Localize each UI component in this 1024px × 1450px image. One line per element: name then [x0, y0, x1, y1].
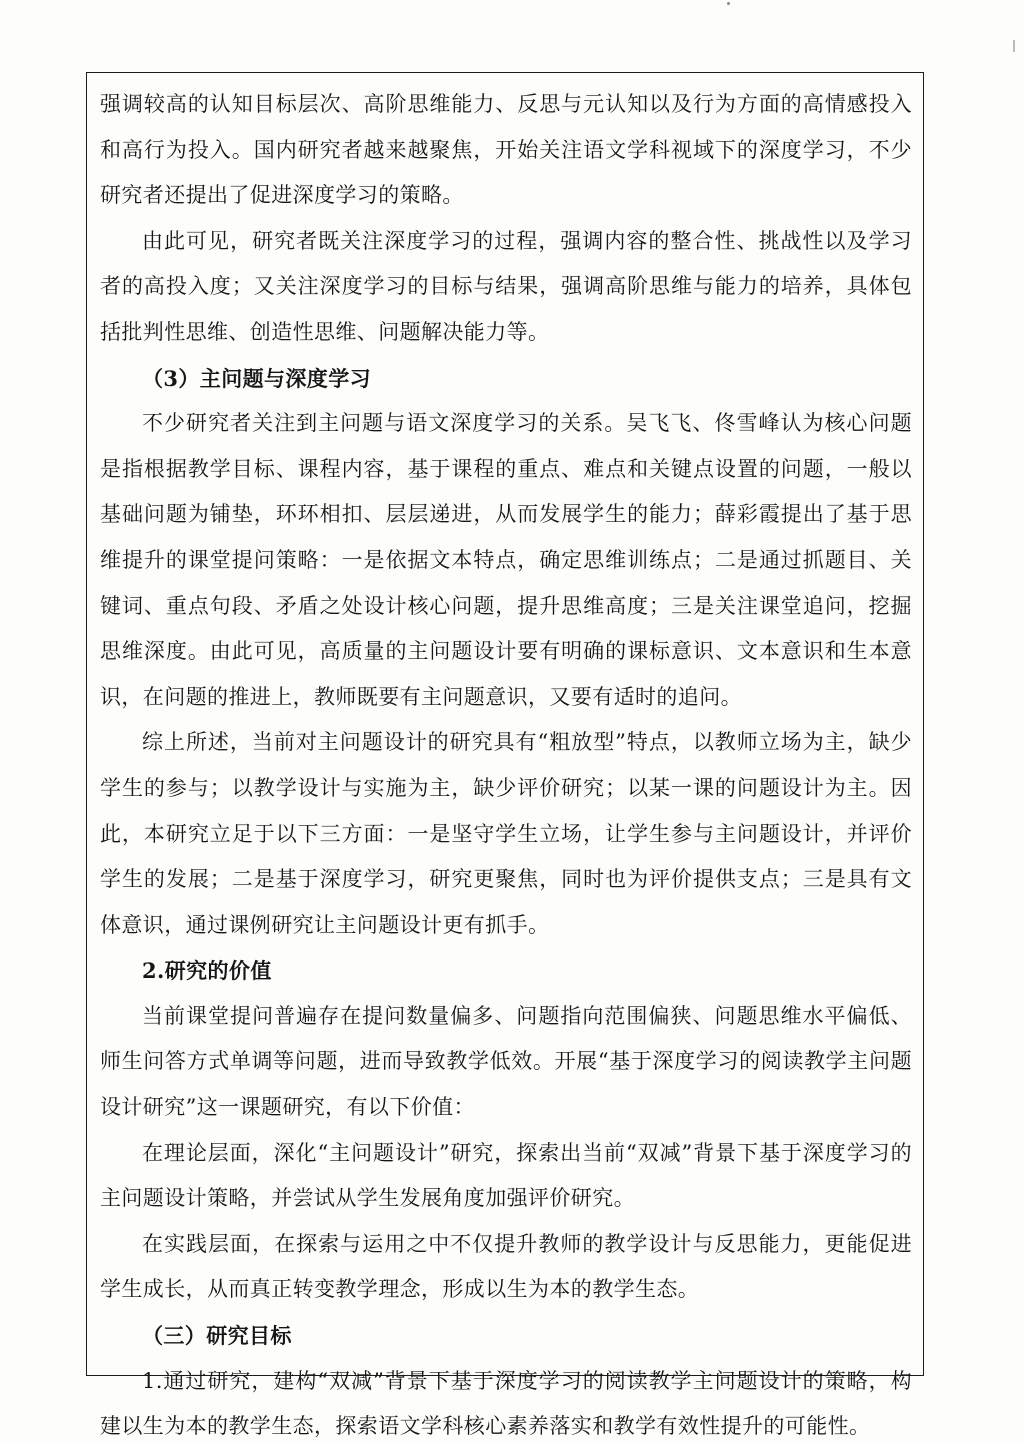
section-heading-research-goals: （三）研究目标: [142, 1323, 292, 1349]
paragraph-goal-1: 1.通过研究，建构“双减”背景下基于深度学习的阅读教学主问题设计的策略，构建以生为本的教学生态，探索语文学科核心素养落实和教学有效性提升的可能性。: [100, 1368, 912, 1439]
paragraph-practice-level: 在实践层面，在探索与运用之中不仅提升教师的教学设计与反思能力，更能促进学生成长，从而真正转变教学理念，形成以生为本的教学生态。: [100, 1231, 912, 1302]
scan-speck: [727, 2, 730, 5]
paragraph-theory-level: 在理论层面，深化“主问题设计”研究，探索出当前“双减”背景下基于深度学习的主问题设计策略，并尝试从学生发展角度加强评价研究。: [100, 1140, 912, 1211]
paragraph-intro-continued: 强调较高的认知目标层次、高阶思维能力、反思与元认知以及行为方面的高情感投入和高行为投入。国内研究者越来越聚焦，开始关注语文学科视域下的深度学习，不少研究者还提出了促进深度学习的策略。: [100, 92, 912, 208]
document-body: [100, 82, 912, 1450]
paragraph-summary: 由此可见，研究者既关注深度学习的过程，强调内容的整合性、挑战性以及学习者的高投入度；又关注深度学习的目标与结果，强调高阶思维与能力的培养，具体包括批判性思维、创造性思维、问题解决能力等。: [100, 228, 912, 344]
paragraph-main-question: 不少研究者关注到主问题与语文深度学习的关系。吴飞飞、佟雪峰认为核心问题是指根据教学目标、课程内容，基于课程的重点、难点和关键点设置的问题，一般以基础问题为铺垫，环环相扣、层层递进，从而发展学生的能力；薛彩霞提出了基于思维提升的课堂提问策略：一是依据文本特点，确定思维训练点；二是通过抓题目、关键词、重点句段、矛盾之处设计核心问题，提升思维高度；三是关注课堂追问，挖掘思维深度。由此可见，高质量的主问题设计要有明确的课标意识、文本意识和生本意识，在问题的推进上，教师既要有主问题意识，又要有适时的追问。: [100, 411, 912, 709]
paragraph-value-intro: 当前课堂提问普遍存在提问数量偏多、问题指向范围偏狭、问题思维水平偏低、师生问答方式单调等问题，进而导致教学低效。开展“基于深度学习的阅读教学主问题设计研究”这一课题研究，有以下价值：: [100, 1003, 912, 1120]
scan-edge-mark: [1013, 40, 1015, 52]
paragraph-conclusion: 综上所述，当前对主问题设计的研究具有“粗放型”特点，以教师立场为主，缺少学生的参与；以教学设计与实施为主，缺少评价研究；以某一课的问题设计为主。因此，本研究立足于以下三方面：一是坚守学生立场，让学生参与主问题设计，并评价学生的发展；二是基于深度学习，研究更聚焦，同时也为评价提供支点；三是具有文体意识，通过课例研究让主问题设计更有抓手。: [100, 730, 912, 937]
section-heading-main-question: （3）主问题与深度学习: [142, 365, 372, 391]
section-heading-research-value: 2.研究的价值: [142, 958, 272, 984]
